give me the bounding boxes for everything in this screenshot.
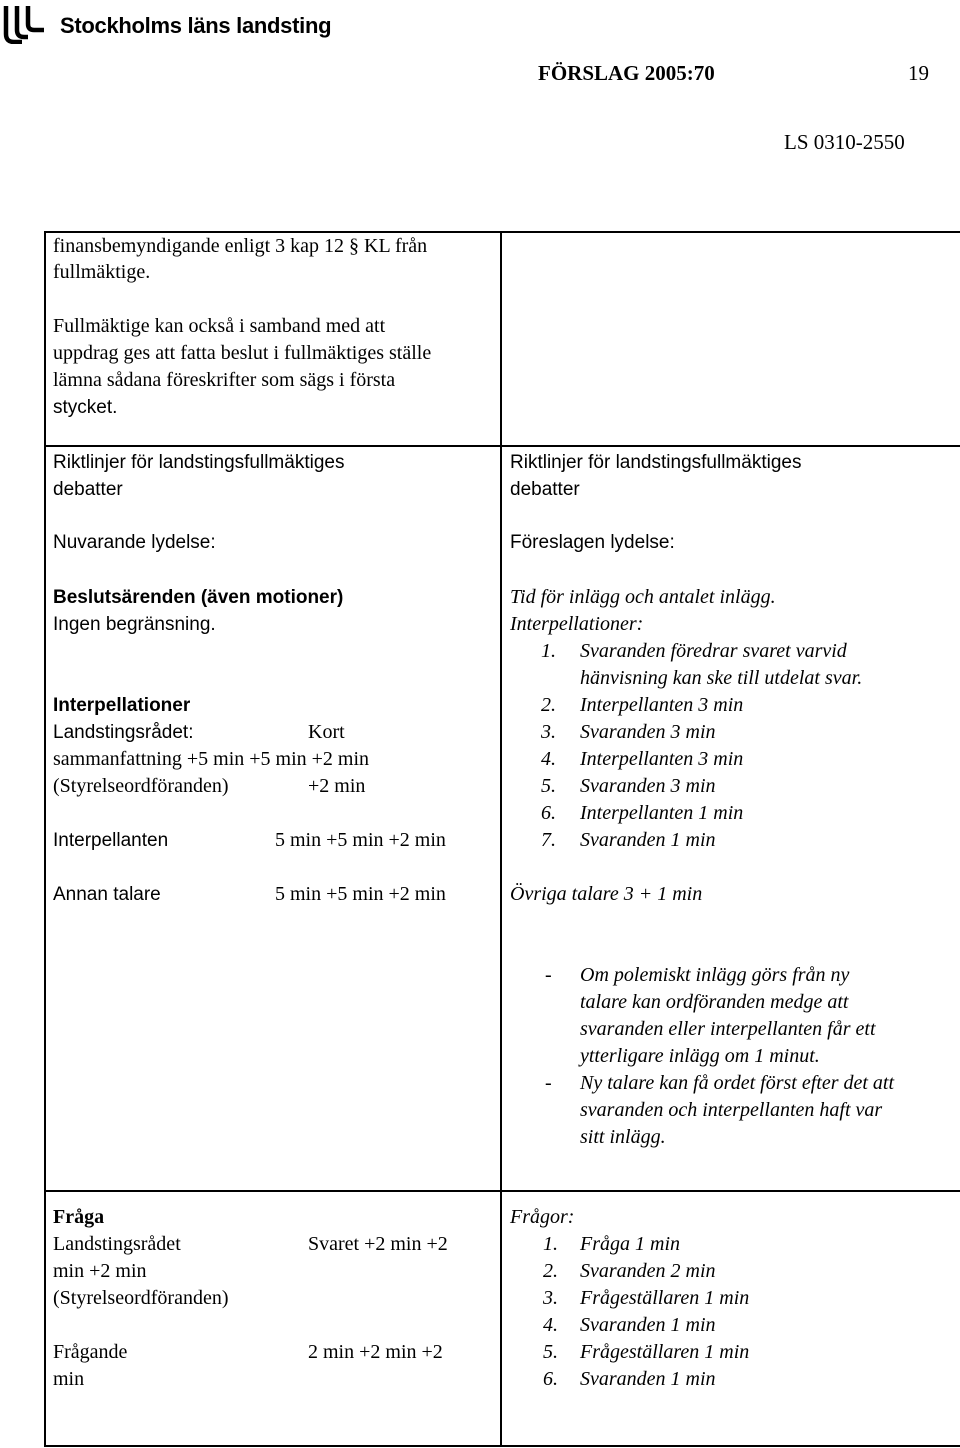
table-border-left (44, 231, 46, 1447)
list-item: Interpellanten 3 min (580, 748, 744, 770)
list-number: 4. (543, 1314, 558, 1336)
list-item: Interpellanten 3 min (580, 694, 744, 716)
interpellations-title: Interpellationer (53, 695, 191, 716)
row-label: Interpellanten (53, 830, 169, 851)
list-item: Svaranden 1 min (580, 829, 716, 851)
paragraph-line: Fullmäktige kan också i samband med att (53, 315, 386, 337)
list-number: 1. (543, 1233, 558, 1255)
bullet-text: svaranden eller interpellanten får ett (580, 1018, 876, 1040)
bullet-text: ytterligare inlägg om 1 minut. (580, 1045, 820, 1067)
table-row-divider (44, 1190, 960, 1192)
question-title: Fråga (53, 1206, 105, 1228)
row-label: Landstingsrådet (53, 1233, 181, 1255)
time-title: Tid för inlägg och antalet inlägg. (510, 586, 776, 608)
list-number: 6. (541, 802, 556, 824)
decision-title: Beslutsärenden (även motioner) (53, 587, 344, 608)
table-border-bottom (44, 1445, 960, 1447)
list-item: hänvisning kan ske till utdelat svar. (580, 667, 863, 689)
row-value: Svaret +2 min +2 (308, 1233, 448, 1255)
list-number: 7. (541, 829, 556, 851)
bullet-dash: - (545, 1072, 552, 1094)
other-speakers: Övriga talare 3 + 1 min (510, 883, 703, 905)
bullet-text: sitt inlägg. (580, 1126, 666, 1148)
row-value: 5 min +5 min +2 min (275, 883, 446, 905)
doc-title: FÖRSLAG 2005:70 (538, 61, 715, 85)
paragraph-text: KL från (359, 235, 428, 257)
list-number: 5. (541, 775, 556, 797)
bullet-text: svaranden och interpellanten haft var (580, 1099, 883, 1121)
list-number: 4. (541, 748, 556, 770)
bullet-text: talare kan ordföranden medge att (580, 991, 849, 1013)
bullet-dash: - (545, 964, 552, 986)
bullet-text: Ny talare kan få ordet först efter det att (580, 1072, 895, 1094)
doc-ref: LS 0310-2550 (784, 130, 905, 154)
section-heading: Riktlinjer för landstingsfullmäktiges (53, 452, 345, 473)
section-heading: debatter (53, 479, 123, 500)
row-value: Kort (308, 721, 345, 743)
list-number: 3. (541, 721, 556, 743)
list-item: Interpellanten 1 min (580, 802, 744, 824)
paragraph-text: finansbemyndigande enligt 3 kap 12 (53, 235, 350, 257)
row-label: Landstingsrådet: (53, 722, 194, 743)
questions-title: Frågor: (510, 1206, 575, 1228)
list-number: 6. (543, 1368, 558, 1390)
list-item: Fråga 1 min (580, 1233, 680, 1255)
row-text: sammanfattning +5 min +5 min +2 min (53, 748, 370, 770)
subheading: Föreslagen lydelse: (510, 532, 675, 553)
row-label: Frågande (53, 1341, 128, 1363)
row-label: Annan talare (53, 884, 161, 905)
list-item: Svaranden föredrar svaret varvid (580, 640, 847, 662)
table-row-divider (44, 445, 960, 447)
paragraph-line: lämna sådana föreskrifter som sägs i första (53, 369, 396, 391)
bullet-text: Om polemiskt inlägg görs från ny (580, 964, 850, 986)
list-item: Frågeställaren 1 min (580, 1287, 750, 1309)
row-text: min +2 min (53, 1260, 147, 1282)
list-item: Svaranden 3 min (580, 721, 716, 743)
interpellations-title: Interpellationer: (510, 613, 644, 635)
decision-text: Ingen begränsning. (53, 614, 216, 635)
list-number: 3. (543, 1287, 558, 1309)
subheading: Nuvarande lydelse: (53, 532, 216, 553)
list-number: 5. (543, 1341, 558, 1363)
paragraph-line: fullmäktige. (53, 261, 151, 283)
row-label: (Styrelseordföranden) (53, 775, 229, 797)
list-number: 1. (541, 640, 556, 662)
org-name: Stockholms läns landsting (60, 13, 332, 38)
list-item: Svaranden 1 min (580, 1314, 716, 1336)
paragraph-line (53, 233, 427, 260)
table-column-divider (500, 231, 502, 1447)
list-item: Svaranden 2 min (580, 1260, 716, 1282)
section-heading: Riktlinjer för landstingsfullmäktiges (510, 452, 802, 473)
row-text: (Styrelseordföranden) (53, 1287, 229, 1309)
section-sign-icon: § (349, 235, 360, 257)
list-item: Frågeställaren 1 min (580, 1341, 750, 1363)
list-item: Svaranden 3 min (580, 775, 716, 797)
row-value: +2 min (308, 775, 366, 797)
landsting-logo-icon (2, 4, 46, 44)
list-item: Svaranden 1 min (580, 1368, 716, 1390)
row-value: 5 min +5 min +2 min (275, 829, 446, 851)
row-text: min (53, 1368, 85, 1390)
section-heading: debatter (510, 479, 580, 500)
page-number: 19 (908, 61, 929, 85)
paragraph-line: stycket. (53, 397, 118, 418)
logo (2, 4, 332, 46)
list-number: 2. (543, 1260, 558, 1282)
list-number: 2. (541, 694, 556, 716)
row-value: 2 min +2 min +2 (308, 1341, 443, 1363)
paragraph-line: uppdrag ges att fatta beslut i fullmäktiges ställe (53, 342, 432, 364)
